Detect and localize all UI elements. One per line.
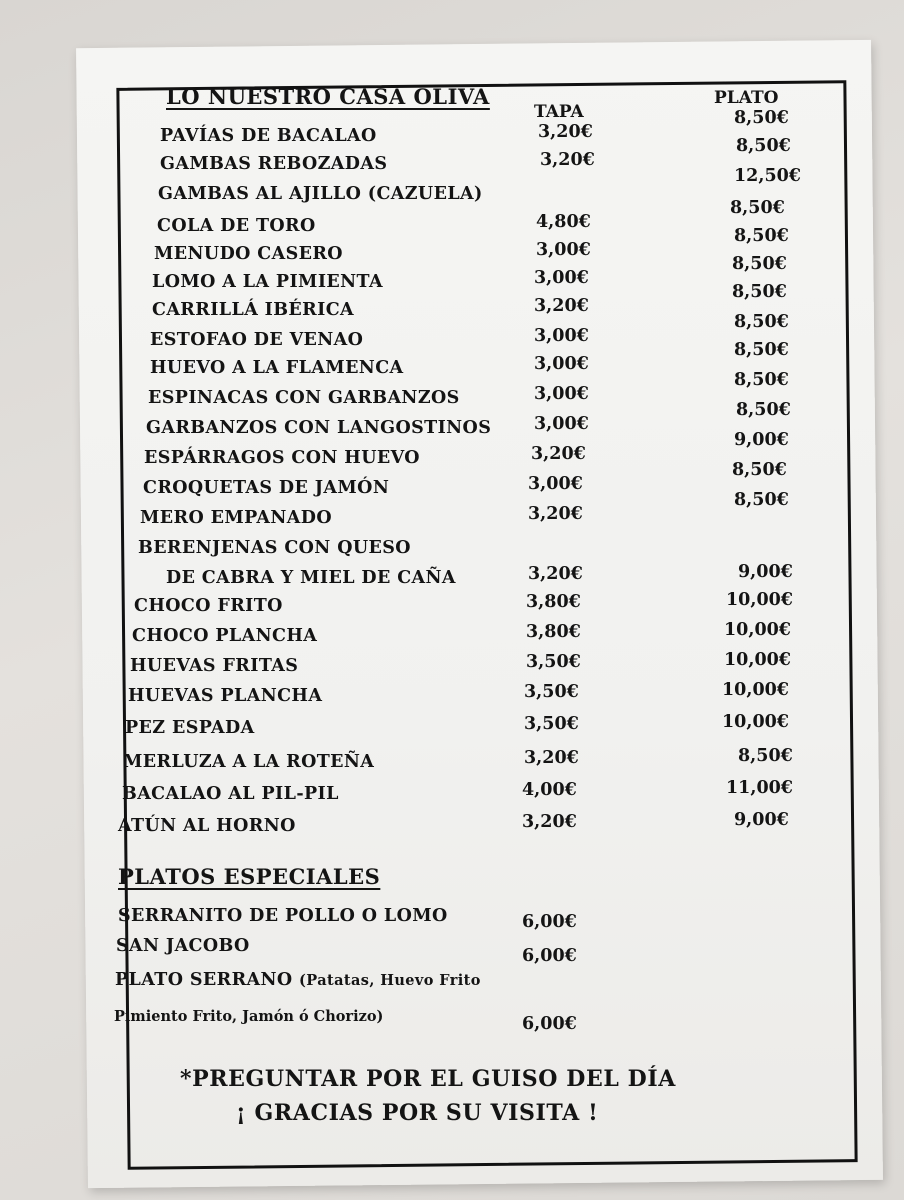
menu-item-plato-price: 8,50€	[734, 226, 789, 246]
menu-item-plato-price: 10,00€	[722, 680, 789, 700]
menu-item-tapa-price: 3,20€	[522, 812, 577, 832]
menu-item-tapa-price: 3,00€	[534, 384, 589, 404]
menu-item-tapa-price: 3,80€	[526, 622, 581, 642]
menu-item-name: DE CABRA Y MIEL DE CAÑA	[166, 568, 456, 588]
menu-item-tapa-price: 3,20€	[528, 504, 583, 524]
special-price: 6,00€	[522, 912, 577, 932]
menu-item-tapa-price: 3,20€	[540, 150, 595, 170]
menu-item-tapa-price: 4,80€	[536, 212, 591, 232]
menu-item-name: LOMO A LA PIMIENTA	[152, 272, 383, 292]
menu-item-tapa-price: 3,00€	[534, 414, 589, 434]
menu-item-plato-price: 8,50€	[736, 136, 791, 156]
menu-item-name: HUEVAS FRITAS	[130, 656, 299, 676]
menu-item-name: COLA DE TORO	[157, 216, 316, 236]
menu-item-name: PAVÍAS DE BACALAO	[160, 126, 377, 146]
column-header-plato: PLATO	[714, 88, 779, 108]
menu-item-plato-price: 9,00€	[734, 430, 789, 450]
menu-item-name: ESTOFAO DE VENAO	[150, 330, 364, 350]
menu-item-tapa-price: 3,00€	[528, 474, 583, 494]
menu-item-name: GAMBAS REBOZADAS	[160, 154, 388, 174]
menu-item-name: CARRILLÁ IBÉRICA	[152, 300, 355, 320]
menu-item-tapa-price: 3,00€	[536, 240, 591, 260]
menu-item-tapa-price: 3,20€	[531, 444, 586, 464]
menu-item-plato-price: 10,00€	[724, 620, 791, 640]
menu-item-tapa-price: 3,00€	[534, 326, 589, 346]
section-title-casa-oliva: LO NUESTRO CASA OLIVA	[166, 84, 490, 109]
menu-item-plato-price: 8,50€	[734, 108, 789, 128]
menu-item-name: ESPINACAS CON GARBANZOS	[148, 388, 460, 408]
menu-item-name: CROQUETAS DE JAMÓN	[143, 478, 390, 498]
menu-item-name: MENUDO CASERO	[154, 244, 343, 264]
special-name: SAN JACOBO	[116, 936, 250, 956]
menu-item-tapa-price: 3,20€	[534, 296, 589, 316]
menu-item-name: HUEVO A LA FLAMENCA	[150, 358, 404, 378]
special-detail: Pimiento Frito, Jamón ó Chorizo)	[114, 1008, 384, 1025]
menu-item-plato-price: 8,50€	[732, 460, 787, 480]
menu-item-name: PEZ ESPADA	[125, 718, 255, 738]
menu-item-name: BERENJENAS CON QUESO	[138, 538, 411, 558]
menu-item-name: BACALAO AL PIL-PIL	[122, 784, 339, 804]
menu-item-name: CHOCO FRITO	[134, 596, 283, 616]
menu-item-plato-price: 10,00€	[722, 712, 789, 732]
menu-item-plato-price: 8,50€	[734, 370, 789, 390]
menu-item-plato-price: 10,00€	[726, 590, 793, 610]
menu-item-tapa-price: 3,00€	[534, 268, 589, 288]
column-header-tapa: TAPA	[534, 102, 584, 122]
menu-item-name: MERLUZA A LA ROTEÑA	[123, 752, 375, 772]
special-name: PLATO SERRANO	[115, 970, 293, 990]
menu-item-tapa-price: 3,50€	[526, 652, 581, 672]
menu-item-plato-price: 10,00€	[724, 650, 791, 670]
footer-thanks: ¡ GRACIAS POR SU VISITA !	[236, 1100, 599, 1126]
menu-item-name: ATÚN AL HORNO	[118, 816, 296, 836]
special-detail: (Patatas, Huevo Frito	[299, 972, 481, 989]
special-price: 6,00€	[522, 1014, 577, 1034]
menu-item-tapa-price: 3,20€	[528, 564, 583, 584]
menu-item-tapa-price: 3,20€	[524, 748, 579, 768]
menu-item-name: GARBANZOS CON LANGOSTINOS	[146, 418, 492, 438]
menu-item-tapa-price: 3,80€	[526, 592, 581, 612]
menu-item-plato-price: 8,50€	[736, 400, 791, 420]
menu-item-plato-price: 8,50€	[732, 254, 787, 274]
menu-item-name: HUEVAS PLANCHA	[128, 686, 323, 706]
section-title-platos-especiales: PLATOS ESPECIALES	[118, 864, 381, 889]
menu-item-plato-price: 12,50€	[734, 166, 801, 186]
menu-item-tapa-price: 4,00€	[522, 780, 577, 800]
special-name: SERRANITO DE POLLO O LOMO	[118, 906, 448, 926]
menu-item-plato-price: 8,50€	[732, 282, 787, 302]
menu-item-tapa-price: 3,50€	[524, 682, 579, 702]
footer-guiso-note: *PREGUNTAR POR EL GUISO DEL DÍA	[180, 1066, 676, 1092]
menu-item-plato-price: 11,00€	[726, 778, 793, 798]
menu-item-tapa-price: 3,50€	[524, 714, 579, 734]
menu-item-plato-price: 8,50€	[734, 340, 789, 360]
menu-item-plato-price: 8,50€	[734, 312, 789, 332]
menu-item-plato-price: 8,50€	[734, 490, 789, 510]
special-price: 6,00€	[522, 946, 577, 966]
menu-item-plato-price: 9,00€	[734, 810, 789, 830]
menu-item-name: ESPÁRRAGOS CON HUEVO	[144, 448, 420, 468]
menu-item-name: GAMBAS AL AJILLO (CAZUELA)	[158, 184, 483, 204]
menu-item-plato-price: 9,00€	[738, 562, 793, 582]
menu-item-plato-price: 8,50€	[730, 198, 785, 218]
special-name-line	[115, 970, 481, 990]
menu-item-plato-price: 8,50€	[738, 746, 793, 766]
menu-item-tapa-price: 3,00€	[534, 354, 589, 374]
menu-item-name: CHOCO PLANCHA	[132, 626, 318, 646]
menu-item-tapa-price: 3,20€	[538, 122, 593, 142]
menu-item-name: MERO EMPANADO	[140, 508, 332, 528]
